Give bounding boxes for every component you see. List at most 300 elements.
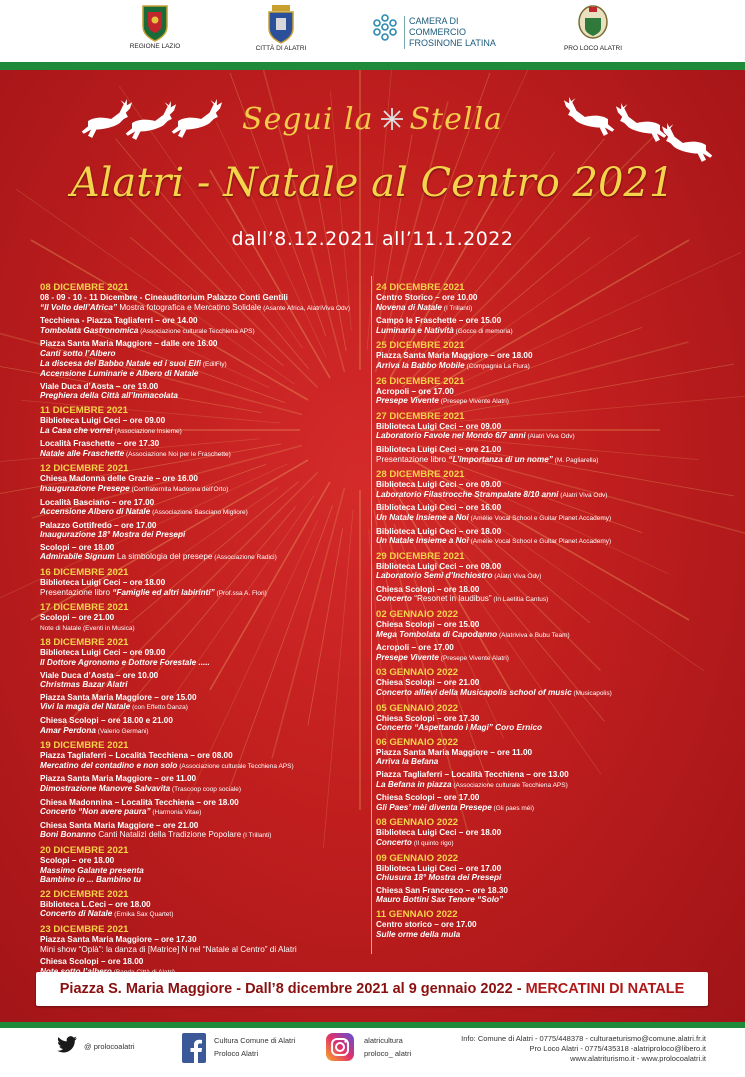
event-title: Un Natale Insieme a Noi — [376, 512, 469, 522]
event-entry — [376, 920, 711, 939]
event-day — [40, 405, 365, 459]
event-organizer: (Gli paes méi) — [491, 804, 535, 812]
event-day — [40, 282, 365, 401]
event-day — [40, 845, 365, 885]
event-description-line — [40, 909, 365, 920]
event-description-line — [40, 623, 365, 634]
event-title: Concerto — [376, 837, 412, 847]
event-location-time: Scolopi – ore 21.00 — [40, 613, 115, 623]
event-title: Laboratorio Semi d’Inchiostro — [376, 571, 493, 581]
logo-camera-commercio — [370, 12, 510, 48]
event-title: Concerto allievi della Musicapolis school of music — [376, 688, 572, 698]
event-entry — [40, 521, 365, 540]
event-title: Concerto “Aspettando i Magi” Coro Ernico — [376, 723, 543, 733]
event-organizer: (Associazione culturale Tecchiena APS) — [138, 327, 255, 335]
event-entry — [40, 935, 365, 954]
event-organizer: (Associazione Radici) — [212, 554, 277, 562]
event-location-time: Piazza Santa Maria Maggiore – ore 15.00 — [40, 692, 197, 702]
event-description-line — [40, 552, 365, 563]
event-organizer: (I Trillanti) — [441, 304, 473, 312]
event-description-line — [40, 945, 365, 955]
event-title: Laboratorio Filastrocche Strampalate 8/10 anni — [376, 489, 559, 499]
event-location-time: Chiesa Scolopi – ore 18.00 — [40, 957, 144, 967]
event-description-line — [40, 784, 365, 795]
event-entry — [40, 900, 365, 920]
green-stripe-top — [0, 62, 745, 70]
event-description-line — [376, 930, 711, 940]
event-organizer: (Trascoop coop sociale) — [170, 785, 242, 793]
event-entry — [376, 828, 711, 848]
event-day — [40, 567, 365, 598]
event-organizer: (In Laetitia Cantus) — [491, 596, 549, 604]
event-location-time: Biblioteca Luigi Ceci – ore 09.00 — [376, 421, 502, 431]
event-description-line — [40, 530, 365, 540]
event-description-line — [40, 807, 365, 818]
event-location-time: Piazza Tagliaferri – Località Tecchiena – ore 13.00 — [376, 770, 569, 779]
event-description-line — [376, 396, 711, 407]
event-location-time: Biblioteca L.Ceci – ore 18.00 — [40, 899, 151, 909]
event-title: Mega Tombolata di Capodanno — [376, 629, 498, 639]
event-entry — [376, 445, 711, 465]
event-organizer: (Amélie Vocal School e Guitar Planet Accademy) — [468, 514, 612, 522]
event-day — [376, 340, 711, 371]
event-description-line — [376, 653, 711, 664]
info-line-1: Info: Comune di Alatri - 0775/448378 - culturaeturismo@comune.alatri.fr.it — [461, 1034, 706, 1043]
event-title: Christmas Bazar Alatri — [40, 680, 128, 690]
event-entry — [40, 543, 365, 563]
logo-label: CITTÀ DI ALATRI — [255, 45, 307, 52]
event-title: Accensione Albero di Natale — [40, 507, 151, 517]
event-description-line — [40, 326, 365, 337]
poster-title: Alatri - Natale al Centro 2021 — [70, 160, 675, 206]
event-title: Sulle orme della mula — [376, 929, 461, 939]
event-date-heading: 02 GENNAIO 2022 — [376, 609, 459, 621]
banner-event-name: MERCATINI DI NATALE — [525, 981, 685, 997]
event-entry — [376, 351, 711, 371]
event-entry — [376, 678, 711, 698]
event-entry — [376, 864, 711, 883]
event-title: Tombolata Gastronomica — [40, 325, 139, 335]
event-location-time: Biblioteca Luigi Ceci – ore 09.00 — [40, 648, 166, 658]
event-location-time: Centro Storico – ore 10.00 — [376, 293, 478, 302]
event-entry — [376, 886, 711, 905]
event-description-line — [376, 536, 711, 547]
event-title: Concerto — [376, 594, 412, 604]
event-entry — [40, 693, 365, 713]
event-location-time: Centro storico – ore 17.00 — [376, 919, 477, 929]
event-location-time: Piazza Santa Maria Maggiore – ore 17.30 — [40, 934, 197, 944]
events-column-right — [376, 282, 711, 943]
subtitle — [0, 100, 745, 137]
event-day — [40, 602, 365, 633]
event-title: Accensione Luminarie e Albero di Natale — [40, 369, 199, 379]
event-description-line — [376, 757, 711, 767]
event-description-line — [40, 658, 365, 668]
event-entry — [376, 422, 711, 442]
event-organizer: (Amélie Vocal School e Guitar Planet Accademy) — [468, 538, 612, 546]
event-organizer: (Prof.ssa A. Flori) — [214, 589, 267, 597]
event-day — [376, 376, 711, 407]
event-location-time: Viale Duca d’Aosta – ore 19.00 — [40, 381, 159, 391]
event-location-time: Piazza Santa Maria Maggiore – ore 11.00 — [376, 747, 533, 757]
event-location-time: Viale Duca d’Aosta – ore 10.00 — [40, 670, 159, 680]
event-day — [376, 909, 711, 939]
event-date-heading: 16 DICEMBRE 2021 — [40, 567, 129, 579]
event-entry — [376, 748, 711, 767]
event-entry — [40, 751, 365, 771]
event-entry — [40, 798, 365, 818]
info-line-3[interactable]: www.alatriturismo.it - www.prolocoalatri.it — [570, 1054, 706, 1063]
event-location-time: Chiesa Madonnina – Località Tecchiena – ore 18.00 — [40, 797, 239, 807]
event-day — [40, 637, 365, 736]
event-title: Inaugurazione Presepe — [40, 483, 130, 493]
banner-location-dates: Piazza S. Maria Maggiore - Dall’8 dicembre 2021 al 9 gennaio 2022 - — [59, 981, 526, 997]
event-description-line — [40, 761, 365, 772]
event-description-line — [376, 490, 711, 501]
events-column-left — [40, 282, 365, 981]
event-text: Presentazione libro — [376, 454, 449, 464]
event-date-heading: 11 GENNAIO 2022 — [376, 908, 458, 920]
column-divider — [371, 276, 372, 954]
event-entry — [40, 382, 365, 401]
event-description-line — [40, 484, 365, 495]
event-description-line — [40, 349, 365, 369]
event-entry — [376, 620, 711, 640]
event-day — [376, 737, 711, 814]
event-organizer: (Asante Africa, AlatriViva Odv) — [261, 304, 351, 312]
event-day — [40, 924, 365, 977]
event-day — [376, 853, 711, 905]
event-date-heading: 27 DICEMBRE 2021 — [376, 410, 465, 422]
event-organizer: (Musicapolis) — [571, 690, 612, 698]
event-location-time: Chiesa Scolopi – ore 17.00 — [376, 793, 480, 803]
pro-loco-emblem-icon — [576, 4, 610, 44]
event-location-time: Palazzo Gottifredo – ore 17.00 — [40, 520, 157, 530]
event-date-heading: 12 DICEMBRE 2021 — [40, 463, 129, 475]
event-title: Gli Paes’ mèi diventa Presepe — [376, 802, 492, 812]
event-location-time: Campo le Fraschette – ore 15.00 — [376, 316, 502, 326]
event-description-line — [376, 630, 711, 641]
event-title: Mauro Bottini Sax Tenore “Solo” — [376, 895, 504, 905]
event-description-line — [376, 303, 711, 314]
event-title: Canti sotto l’Albero La discesa del Babbo Natale ed i suoi Elfi — [40, 348, 202, 368]
event-organizer: (Alatri Viva Odv) — [525, 433, 575, 441]
event-title: Un Natale Insieme a Noi — [376, 536, 469, 546]
alatri-coat-of-arms-icon — [265, 4, 297, 44]
event-description-line — [376, 361, 711, 372]
event-entry — [40, 648, 365, 667]
event-title: “Famiglie ed altri labirinti” — [112, 587, 215, 597]
event-location-time: Località Fraschette – ore 17.30 — [40, 439, 160, 449]
logo-regione-lazio — [100, 4, 210, 50]
sponsor-header — [0, 0, 745, 64]
event-location-time: Chiesa Scolopi – ore 21.00 — [376, 678, 480, 688]
event-entry — [376, 793, 711, 813]
chamber-line2: FROSINONE LATINA — [409, 38, 496, 48]
event-description-line — [376, 780, 711, 791]
event-date-heading: 19 DICEMBRE 2021 — [40, 740, 129, 752]
event-day — [376, 282, 711, 336]
event-description-line — [376, 326, 711, 337]
event-entry — [376, 503, 711, 523]
event-date-heading: 28 DICEMBRE 2021 — [376, 469, 465, 481]
event-date-heading: 11 DICEMBRE 2021 — [40, 404, 128, 416]
logo-citta-alatri — [226, 4, 336, 52]
event-organizer: (Presepe Vivente Alatri) — [438, 398, 509, 406]
event-title: Presepe Vivente — [376, 652, 439, 662]
event-location-time: Acropoli – ore 17.00 — [376, 386, 454, 396]
event-date-heading: 05 GENNAIO 2022 — [376, 702, 459, 714]
event-entry — [40, 439, 365, 459]
event-text: La simbologia del presepe — [114, 552, 213, 562]
event-title: Arriva la Babbo Mobile — [376, 360, 465, 370]
event-description-line — [40, 391, 365, 401]
event-organizer: (Associazione Basciano Migliore) — [150, 509, 248, 517]
event-location-time: Biblioteca Luigi Ceci – ore 18.00 — [40, 578, 166, 588]
event-day — [376, 469, 711, 547]
event-description-line — [40, 507, 365, 518]
subtitle-part-a: Segui la — [242, 101, 374, 137]
event-date-heading: 03 GENNAIO 2022 — [376, 667, 459, 679]
event-date-heading: 24 DICEMBRE 2021 — [376, 282, 465, 293]
event-entry — [40, 498, 365, 518]
event-text: “Resonet in laudibus” — [411, 594, 492, 604]
event-entry — [376, 387, 711, 407]
event-date-heading: 08 DICEMBRE 2021 — [40, 282, 129, 293]
event-organizer: (con Effetto Danza) — [130, 704, 188, 712]
instagram-icon[interactable] — [326, 1033, 354, 1061]
event-text: Presentazione libro — [40, 587, 113, 597]
event-location-time: Biblioteca Luigi Ceci – ore 18.00 — [376, 828, 502, 838]
event-date-heading: 17 DICEMBRE 2021 — [40, 602, 129, 614]
event-entry — [40, 339, 365, 378]
event-date-heading: 06 GENNAIO 2022 — [376, 736, 459, 748]
event-day — [376, 667, 711, 698]
event-title: Massimo Galante presenta Bambino io ... Bambino tu — [40, 865, 144, 885]
event-day — [376, 703, 711, 733]
event-entry — [376, 293, 711, 313]
regione-lazio-emblem-icon — [140, 4, 170, 42]
event-title: Concerto “Non avere paura” — [40, 807, 151, 817]
event-entry — [376, 585, 711, 605]
event-day — [40, 463, 365, 563]
event-date-heading: 09 GENNAIO 2022 — [376, 852, 459, 864]
event-location-time: Piazza Santa Maria Maggiore – ore 11.00 — [40, 774, 197, 784]
event-day — [40, 889, 365, 920]
event-description-line — [40, 680, 365, 690]
event-description-line — [40, 588, 365, 599]
event-entry — [40, 774, 365, 794]
event-entry — [40, 716, 365, 736]
facebook-page-2[interactable]: Proloco Alatri — [214, 1049, 259, 1058]
event-title: Mercatino del contadino e non solo — [40, 760, 178, 770]
event-title: Inaugurazione 18° Mostra dei Presepi — [40, 530, 186, 540]
event-date-heading: 25 DICEMBRE 2021 — [376, 340, 465, 352]
poster-dates: dall’8.12.2021 all’11.1.2022 — [231, 228, 514, 250]
event-organizer: (Il quinto rigo) — [411, 839, 454, 847]
event-title: La Befana in piazza — [376, 779, 452, 789]
event-organizer: (Alatri Viva Odv) — [492, 573, 542, 581]
event-description-line — [376, 455, 711, 466]
event-day — [376, 411, 711, 465]
event-organizer: (Alatri Viva Odv) — [558, 491, 608, 499]
event-location-time: Chiesa Santa Maria Maggiore – ore 21.00 — [40, 820, 199, 830]
event-title: Admirabile Signum — [40, 552, 115, 562]
logo-pro-loco — [538, 4, 648, 52]
event-entry — [40, 293, 365, 313]
event-location-time: Biblioteca Luigi Ceci – ore 09.00 — [376, 480, 502, 490]
event-description-line — [40, 449, 365, 460]
event-date-heading: 26 DICEMBRE 2021 — [376, 375, 465, 387]
event-organizer: (Associazione culturale Tecchiena APS) — [177, 762, 294, 770]
event-day — [40, 740, 365, 841]
event-location-time: Chiesa Scolopi – ore 18.00 e 21.00 — [40, 716, 173, 725]
event-day — [376, 551, 711, 605]
event-entry — [376, 770, 711, 790]
event-location-time: Biblioteca Luigi Ceci – ore 16.00 — [376, 503, 502, 513]
event-title: Amar Perdona — [40, 725, 96, 735]
camera-commercio-text — [404, 16, 510, 49]
event-organizer: (Gocce di memoria) — [453, 327, 513, 335]
event-description-line — [376, 895, 711, 905]
event-title: Vivi la magia del Natale — [40, 702, 131, 712]
event-title: “Il Volto dell’Africa” — [40, 302, 118, 312]
event-location-time: Scolopi – ore 18.00 — [40, 542, 115, 552]
event-text: Mini show “Oplà”: la danza di [Matrice] N nel “Natale al Centro” di Alatri — [40, 944, 297, 954]
event-location-time: Chiesa Scolopi – ore 18.00 — [376, 584, 480, 594]
event-entry — [376, 643, 711, 663]
event-description-line — [376, 873, 711, 883]
event-entry — [40, 821, 365, 841]
event-location-time: 08 - 09 - 10 - 11 Dicembre - Cineauditorium Palazzo Conti Gentili — [40, 293, 288, 302]
event-location-time: Chiesa Madonna delle Grazie – ore 16.00 — [40, 474, 198, 484]
event-date-heading: 29 DICEMBRE 2021 — [376, 550, 465, 562]
event-location-time: Biblioteca Luigi Ceci – ore 09.00 — [40, 415, 166, 425]
event-organizer: (Associazione Noi per le Fraschette) — [124, 450, 231, 458]
event-date-heading: 20 DICEMBRE 2021 — [40, 844, 129, 856]
event-text: Mostra fotografica e Mercatino Solidale — [117, 302, 262, 312]
event-location-time: Tecchiena - Piazza Tagliaferri – ore 14.00 — [40, 316, 198, 326]
event-entry — [376, 480, 711, 500]
event-date-heading: 18 DICEMBRE 2021 — [40, 637, 129, 649]
event-location-time: Biblioteca Luigi Ceci – ore 21.00 — [376, 444, 502, 454]
event-description-line — [40, 866, 365, 885]
event-organizer: (Alatriviva e Bubu Team) — [497, 631, 570, 639]
facebook-icon[interactable] — [182, 1033, 206, 1063]
event-description-line — [40, 426, 365, 437]
event-organizer: (Associazione Insieme) — [112, 427, 182, 435]
event-organizer: (I Trillanti) — [241, 832, 272, 840]
event-title: Concerto di Natale — [40, 909, 113, 919]
event-date-heading: 22 DICEMBRE 2021 — [40, 888, 129, 900]
event-entry — [376, 527, 711, 547]
event-description-line — [376, 688, 711, 699]
event-location-time: Biblioteca Luigi Ceci – ore 17.00 — [376, 863, 502, 873]
event-title: Chiusura 18° Mostra dei Presepi — [376, 873, 502, 883]
event-title: Boni Bonanno — [40, 830, 96, 840]
market-banner — [36, 972, 708, 1006]
event-description-line — [376, 571, 711, 582]
event-organizer: (Confraternita Madonna dell’Orto) — [129, 485, 229, 493]
event-organizer: (Presepe Vivente Alatri) — [438, 654, 509, 662]
event-entry — [40, 578, 365, 598]
event-description-line — [376, 803, 711, 814]
event-title: Il Dottore Agronomo e Dottore Forestale ..... — [40, 658, 210, 668]
event-location-time: Piazza Santa Maria Maggiore – dalle ore 16.00 — [40, 339, 218, 349]
logo-label: REGIONE LAZIO — [129, 43, 181, 50]
event-title: Novena di Natale — [376, 302, 442, 312]
event-description-line — [376, 513, 711, 524]
event-title: “L’importanza di un nome” — [448, 454, 553, 464]
event-entry — [376, 316, 711, 336]
event-day — [376, 817, 711, 848]
event-location-time: Piazza Tagliaferri – Località Tecchiena – ore 08.00 — [40, 751, 233, 761]
event-title: Luminaria e Natività — [376, 325, 454, 335]
event-title: Preghiera della Città all’Immacolata — [40, 391, 178, 401]
event-location-time: Scolopi – ore 18.00 — [40, 855, 115, 865]
snowflake-icon — [380, 107, 404, 131]
event-location-time: Biblioteca Luigi Ceci – ore 18.00 — [376, 526, 502, 536]
event-text: Canti Natalizi della Tradizione Popolare — [95, 830, 242, 840]
instagram-account-2[interactable]: proloco_ alatri — [364, 1049, 412, 1058]
event-title: Natale alle Fraschette — [40, 448, 125, 458]
event-entry — [40, 613, 365, 633]
info-block — [450, 1034, 706, 1064]
event-entry — [376, 714, 711, 733]
event-entry — [40, 416, 365, 436]
chamber-line1: CAMERA DI COMMERCIO — [409, 16, 466, 37]
event-description-line — [40, 303, 365, 314]
facebook-page-1[interactable]: Cultura Comune di Alatri — [214, 1036, 296, 1045]
event-organizer: (Valerio Germani) — [95, 727, 149, 735]
poster — [0, 70, 745, 1022]
event-day — [376, 609, 711, 663]
event-entry — [376, 562, 711, 582]
event-description-line — [376, 431, 711, 442]
event-title: Laboratorio Favole nel Mondo 6/7 anni — [376, 431, 526, 441]
info-line-2: Pro Loco Alatri - 0775/435318 -alatriproloco@libero.it — [529, 1044, 706, 1053]
event-title: Dimostrazione Manovre Salvavita — [40, 783, 171, 793]
event-organizer: (M. Pagliarella) — [552, 456, 599, 464]
event-entry — [40, 671, 365, 690]
footer — [0, 1028, 745, 1077]
twitter-handle[interactable]: @ prolocoalatri — [84, 1042, 135, 1051]
event-organizer: (Harmonia Vitae) — [150, 809, 202, 817]
event-entry — [40, 856, 365, 885]
subtitle-part-b: Stella — [409, 101, 503, 137]
event-description-line — [40, 702, 365, 713]
event-organizer: Note di Natale (Eventi in Musica) — [40, 624, 135, 632]
event-organizer: (Ernika Sax Quartet) — [112, 911, 174, 919]
camera-commercio-emblem-icon — [370, 12, 400, 42]
event-date-heading: 23 DICEMBRE 2021 — [40, 923, 129, 935]
twitter-icon[interactable] — [56, 1036, 78, 1054]
event-location-time: Piazza Santa Maria Maggiore – ore 18.00 — [376, 351, 533, 361]
event-title: Arriva la Befana — [376, 757, 439, 767]
event-location-time: Acropoli – ore 17.00 — [376, 643, 454, 653]
event-location-time: Località Basciano – ore 17.00 — [40, 497, 155, 507]
event-description-line — [40, 726, 365, 737]
event-description-line — [376, 723, 711, 733]
event-description-line — [40, 830, 365, 841]
event-organizer: (EdilFly) — [201, 360, 227, 368]
instagram-account-1[interactable]: alatricultura — [364, 1036, 403, 1045]
event-title: Presepe Vivente — [376, 396, 439, 406]
event-organizer: (Associazione culturale Tecchiena APS) — [451, 781, 568, 789]
event-location-time: Chiesa Scolopi – ore 17.30 — [376, 713, 480, 723]
event-organizer: (Compagnia La Fiura) — [464, 362, 530, 370]
event-description-line — [376, 838, 711, 849]
